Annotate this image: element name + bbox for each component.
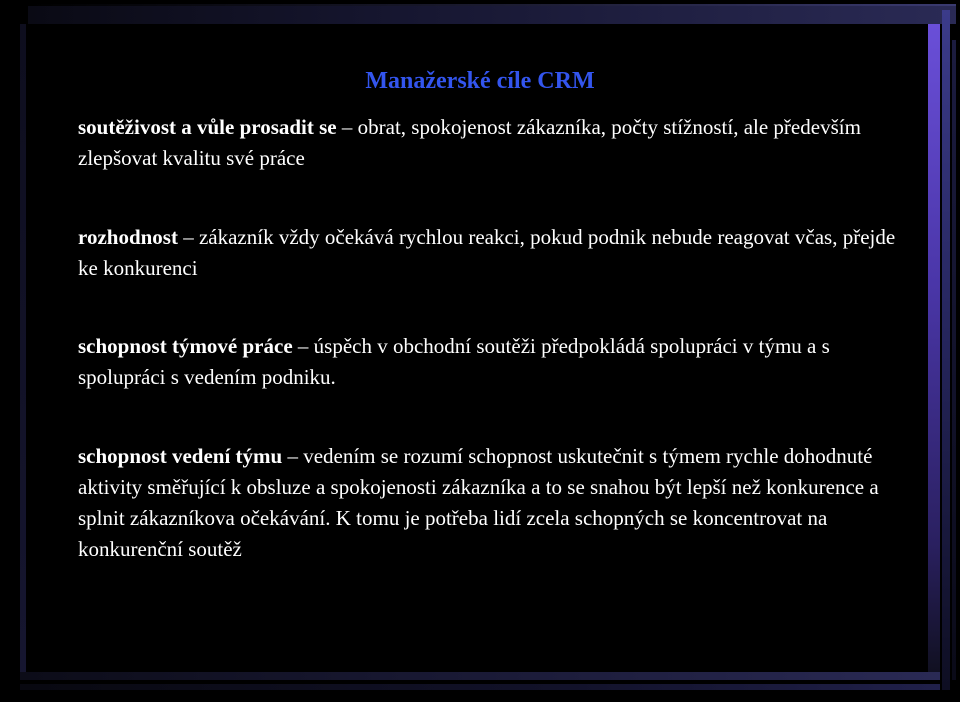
paragraph-lead: soutěživost a vůle prosadit se [78,115,337,139]
left-border-stripe [20,24,26,674]
paragraph-text: – zákazník vždy očekává rychlou reakci, pokud podnik nebude reagovat včas, přejde ke konkurenci [78,225,896,280]
paragraph-lead: rozhodnost [78,225,178,249]
paragraph-text: – vedením se rozumí schopnost uskutečnit s týmem rychle dohodnuté aktivity směřující k obsluze a spokojenosti zákazníka a to se snahou být lepší než konkurence a splnit zákazníkova očekávání. K tomu je potřeba lidí zcela schopných se koncentrovat na konkurenční soutěž [78,444,879,561]
paragraph-teamwork [78,331,908,393]
paragraph-lead: schopnost vedení týmu [78,444,283,468]
right-border-stripe-blue [942,10,950,690]
bottom-border-stripe-lower [20,684,940,690]
top-border-stripe [28,6,956,24]
right-border-stripe-dark [952,40,956,680]
paragraph-text: – obrat, spokojenost zákazníka, počty stížností, ale především zlepšovat kvalitu své práce [78,115,861,170]
paragraph-text: – úspěch v obchodní soutěži předpokládá spolupráci v týmu a s spolupráci s vedením podniku. [78,334,830,389]
paragraph-team-leadership [78,441,908,565]
paragraph-competitiveness [78,112,908,174]
bottom-border-stripe [20,672,940,680]
paragraph-decisiveness [78,222,908,284]
paragraph-lead: schopnost týmové práce [78,334,293,358]
right-border-stripe-purple [928,24,940,674]
slide-title: Manažerské cíle CRM [365,68,595,94]
